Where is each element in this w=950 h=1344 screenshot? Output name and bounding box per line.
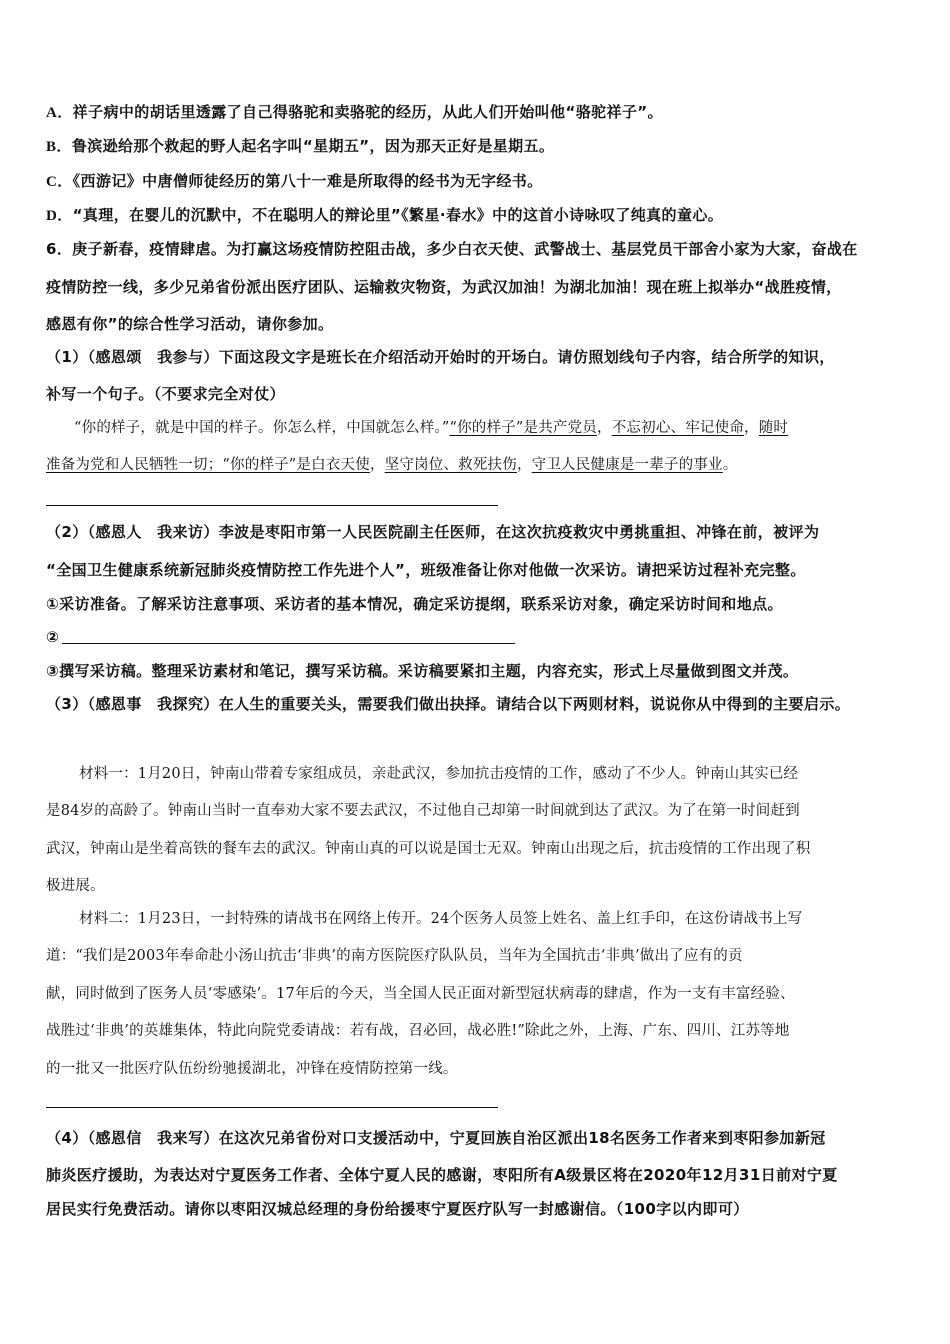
quote-line-2	[46, 455, 920, 475]
part1-prompt-line: （1）（感恩颂 我参与）下面这段文字是班长在介绍活动开始时的开场白。请仿照划线句子内容，结合所学的知识，	[46, 348, 835, 366]
quote-sep: ，	[597, 420, 612, 436]
part4-prompt-line: 居民实行免费活动。请你以枣阳汉城总经理的身份给援枣宁夏医疗队写一封感谢信。（100字以内即可）	[46, 1200, 749, 1218]
quote-line-1	[74, 418, 920, 438]
interview-step-3: ③撰写采访稿。整理采访素材和笔记，撰写采访稿。采访稿要紧扣主题，内容充实，形式上尽量做到图文并茂。	[46, 662, 799, 680]
answer-blank-line[interactable]	[62, 643, 515, 644]
option-a-text: 祥子病中的胡话里透露了自己得骆驼和卖骆驼的经历，从此人们开始叫他“骆驼祥子”。	[72, 103, 663, 121]
interview-step-2: ②	[46, 628, 60, 646]
q6-intro-line: 6．庚子新春，疫情肆虐。为打赢这场疫情防控阻击战，多少白衣天使、武警战士、基层党员干部舍小家为大家，奋战在	[46, 240, 858, 258]
quote-plain: “你的样子，就是中国的样子。你怎么样，中国就怎么样。”	[74, 420, 450, 436]
quote-sep: ，	[744, 420, 759, 436]
quote-sep: ，	[369, 457, 385, 473]
option-c-letter: C．	[46, 174, 73, 190]
material2-line: 材料二：1月23日，一封特殊的请战书在网络上传开。24个医务人员签上姓名、盖上红手印，在这份请战书上写	[79, 911, 803, 927]
quote-underline: 坚守岗位、救死扶伤	[384, 457, 517, 473]
material2-line: 战胜过‘非典’的英雄集体，特此向院党委请战：若有战，召必回，战必胜!”除此之外，上海、广东、四川、江苏等地	[46, 1023, 790, 1039]
quote-sep: ，	[516, 457, 532, 473]
material1-line: 材料一：1月20日，钟南山带着专家组成员，亲赴武汉，参加抗击疫情的工作，感动了不少人。钟南山其实已经	[79, 766, 799, 782]
option-a-letter: A．	[46, 105, 73, 121]
part2-prompt-line: “全国卫生健康系统新冠肺炎疫情防控工作先进个人”，班级准备让你对他做一次采访。请把采访过程补充完整。	[46, 561, 806, 579]
quote-underline: 准备为党和人民牺牲一切；“你的样子”是白衣天使	[46, 457, 370, 473]
quote-underline: 守卫人民健康是一辈子的事业	[531, 457, 723, 473]
option-b	[46, 136, 920, 157]
option-a	[46, 102, 920, 123]
option-d-letter: D．	[46, 208, 73, 224]
interview-step-1: ①采访准备。了解采访注意事项、采访者的基本情况，确定采访提纲，联系采访对象，确定采访时间和地点。	[46, 595, 783, 613]
quote-underline: “你的样子”是共产党员	[449, 420, 598, 436]
part1-prompt-line: 补写一个句子。（不要求完全对仗）	[46, 385, 285, 403]
option-c-text: 《西游记》中唐僧师徒经历的第八十一难是所取得的经书为无字经书。	[72, 172, 543, 190]
material2-line: 的一批又一批医疗队伍纷纷驰援湖北，冲锋在疫情防控第一线。	[46, 1061, 458, 1077]
material1-line: 是84岁的高龄了。钟南山当时一直奉劝大家不要去武汉，不过他自己却第一时间就到达了武汉。为了在第一时间赶到	[46, 803, 800, 819]
material1-line: 极进展。	[46, 878, 105, 894]
answer-blank-line[interactable]	[46, 505, 498, 506]
material2-line: 道：“我们是2003年奉命赴小汤山抗击‘非典’的南方医院医疗队队员，当年为全国抗击‘非典’做出了应有的贡	[46, 948, 743, 964]
q6-intro-line: 感恩有你”的综合性学习活动，请你参加。	[46, 315, 334, 333]
option-d-text: “真理，在婴儿的沉默中，不在聪明人的辩论里”《繁星·春水》中的这首小诗咏叹了纯真的童心。	[72, 206, 724, 224]
q6-intro-line: 疫情防控一线，多少兄弟省份派出医疗团队、运输救灾物资，为武汉加油！为湖北加油！现在班上拟举办“战胜疫情，	[46, 278, 842, 296]
quote-underline: 不忘初心、牢记使命	[611, 420, 745, 436]
quote-end: 。	[722, 457, 738, 473]
material2-line: 献，同时做到了医务人员‘零感染’。17年后的今天，当全国人民正面对新型冠状病毒的肆虐，作为一支有丰富经验、	[46, 986, 795, 1002]
quote-underline: 随时	[758, 420, 789, 436]
part4-prompt-line: （4）（感恩信 我来写）在这次兄弟省份对口支援活动中，宁夏回族自治区派出18名医务工作者来到枣阳参加新冠	[46, 1129, 826, 1147]
option-d	[46, 205, 920, 226]
option-b-text: 鲁滨逊给那个救起的野人起名字叫“星期五”，因为那天正好是星期五。	[71, 137, 555, 155]
part3-prompt-line: （3）（感恩事 我探究）在人生的重要关头，需要我们做出抉择。请结合以下两则材料，说说你从中得到的主要启示。	[46, 695, 851, 713]
part2-prompt-line: （2）（感恩人 我来访）李波是枣阳市第一人民医院副主任医师，在这次抗疫救灾中勇挑重担、冲锋在前，被评为	[46, 523, 820, 541]
answer-blank-line[interactable]	[46, 1107, 498, 1108]
option-b-letter: B．	[46, 139, 72, 155]
material1-line: 武汉，钟南山是坐着高铁的餐车去的武汉。钟南山真的可以说是国士无双。钟南山出现之后，抗击疫情的工作出现了积	[46, 841, 811, 857]
option-c	[46, 171, 920, 192]
part4-prompt-line: 肺炎医疗援助，为表达对宁夏医务工作者、全体宁夏人民的感谢，枣阳所有A级景区将在2020年12月31日前对宁夏	[46, 1166, 838, 1184]
